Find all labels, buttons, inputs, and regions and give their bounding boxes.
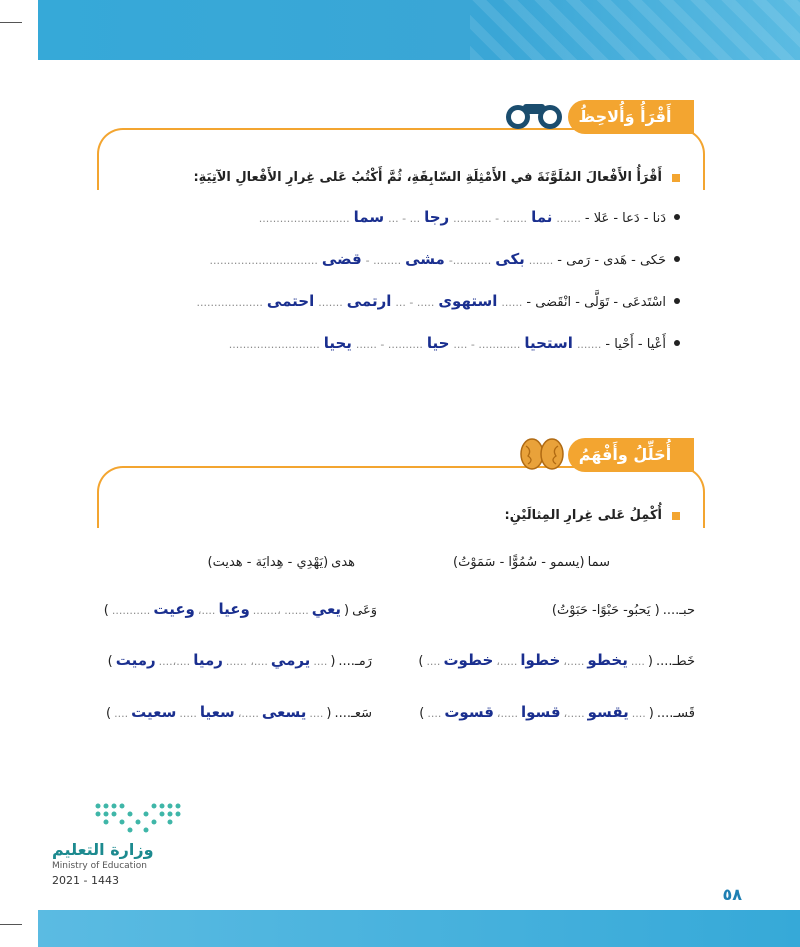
bullet-icon (674, 340, 680, 346)
top-decorative-band (38, 0, 800, 60)
ministry-logo-mark-icon (92, 800, 184, 836)
heading-cap (682, 100, 694, 134)
example-left: هدى (يَهْدِي - هِدايَة - هديت) (207, 555, 355, 570)
exercise-line: أَعْيا - أَحْيا - ....... استحيا ............ - .... حيا .......... - ...... يحيا .......................... (229, 334, 680, 352)
section-heading: أَقْرَأُ وَأُلاحِظُ (568, 100, 682, 134)
exercise-row: قَسـ.... ( .... يقسو .....، قسوا .....، قسوت .... ) (419, 703, 695, 721)
bullet-icon (674, 256, 680, 262)
ministry-logo: وزارة التعليم Ministry of Education 2021 - 1443 (52, 800, 202, 900)
exercise-row: سَعـ.... ( .... يسعى .....، سعيا ..... سعيت .... ) (106, 703, 372, 721)
square-bullet-icon (672, 174, 680, 182)
bottom-decorative-band (38, 910, 800, 947)
crop-mark (0, 924, 22, 925)
crop-mark (0, 22, 22, 23)
bullet-icon (674, 214, 680, 220)
exercise-line: اسْتَدعَى - تَوَلَّى - انْقَضى - ...... استهوى ..... - ... ارتمى ....... احتمى ................... (196, 292, 680, 310)
instruction-line: أَقْرَأُ الأَفْعالَ المُلَوَّنَةَ في الأَمْثِلَةِ السّابِقَةِ، ثُمَّ أَكْتُبُ عَلى غِرارِ الأَفْعالِ الآتِيَةِ: (193, 170, 680, 185)
exercise-line: دَنا - دَعا - عَلا - ....... نما ....... - ........... رجا ... - ... سما .......................... (259, 208, 680, 226)
exercise-line: حَكى - هَدى - رَمى - ....... بكى ...........- مشى ........ - قضى ............................... (209, 250, 680, 268)
heading-cap (682, 438, 694, 472)
bullet-icon (674, 298, 680, 304)
square-bullet-icon (672, 512, 680, 520)
exercise-row: وَعَى ( يعي ....... ،....... وعيا ....، وعيت ........... ) (103, 600, 377, 618)
page-number: ٥٨ (722, 885, 742, 904)
instruction-line: أُكْمِلُ عَلى غِرارِ المِثالَيْنِ: (505, 508, 681, 523)
exercise-row: خَطـ.... ( .... يخطو .....، خطوا .....، خطوت .... ) (418, 651, 695, 669)
exercise-row: حبـ.... ( يَحبُو- حَبْوًا- حَبَوْتُ) (551, 603, 695, 618)
section-heading: أُحَلِّلُ وأَفْهَمُ (568, 438, 682, 472)
example-right: سما (يسمو - سُمُوًّا - سَمَوْتُ) (453, 555, 610, 570)
binoculars-icon (503, 100, 565, 130)
exercise-row: رَمـ.... ( .... يرمي ....، ...... رميا ....،.... رميت ) (107, 651, 372, 669)
brain-icon (520, 436, 564, 472)
